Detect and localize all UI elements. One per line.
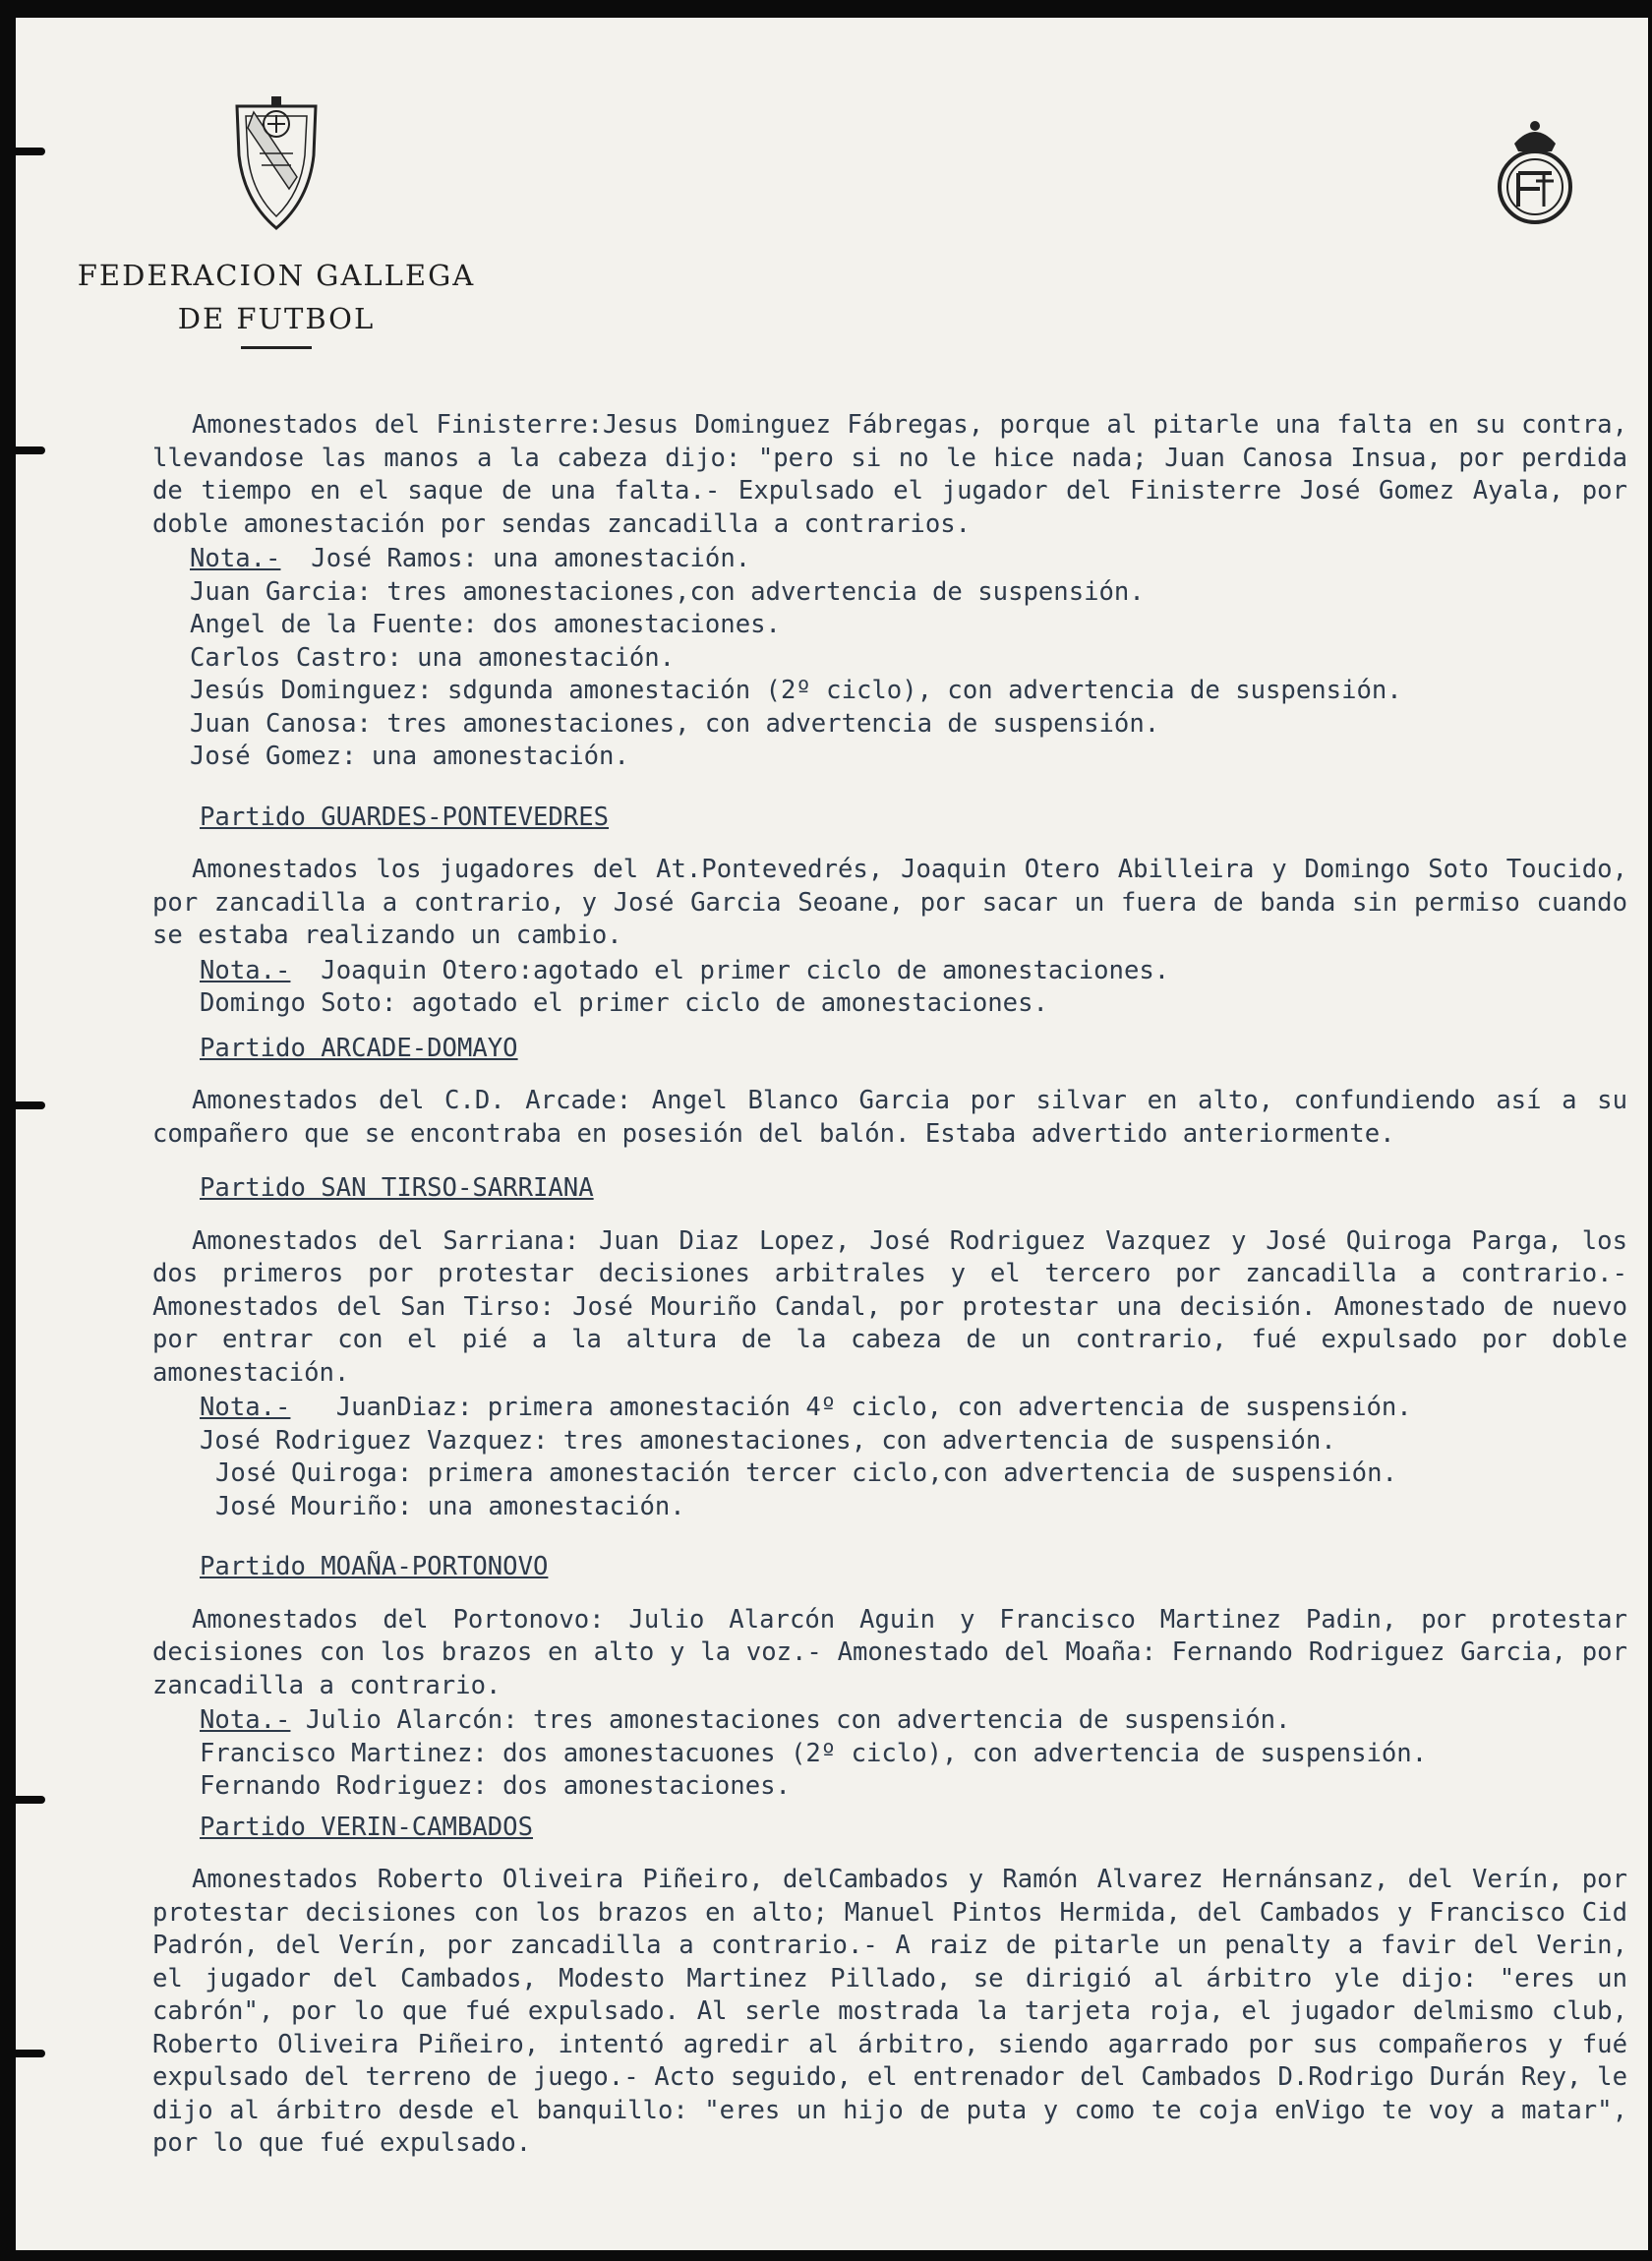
galician-federation-shield-icon	[232, 94, 321, 232]
note-line: Jesús Dominguez: sdgunda amonestación (2º ciclo), con advertencia de suspensión.	[190, 676, 1402, 705]
note-text: Julio Alarcón: tres amonestaciones con advertencia de suspensión.	[305, 1705, 1291, 1735]
note-line: Francisco Martinez: dos amonestacuones (2º ciclo), con advertencia de suspensión.	[200, 1738, 1428, 1768]
intro-paragraph: Amonestados del Finisterre:Jesus Dominguez Fábregas, porque al pitarle una falta en su contra, llevandose las manos a la cabeza dijo: "pero si no le hice nada; Juan Canosa Insua, por perdida de tiempo en el saque de una falta.- Expulsado el jugador del Finisterre José Gomez Ayala, por doble amonestación por sendas zancadilla a contrarios.	[152, 410, 1627, 539]
note-text: JuanDiaz: primera amonestación 4º ciclo, con advertencia de suspensión.	[335, 1393, 1412, 1422]
binder-hole	[16, 1796, 45, 1804]
binder-hole	[16, 1101, 45, 1109]
federation-name-line2: DE FUTBOL	[177, 302, 376, 335]
letterhead	[70, 94, 483, 349]
note-line: José Gomez: una amonestación.	[190, 742, 629, 771]
match-notes	[200, 1392, 1627, 1523]
note-line	[190, 543, 1627, 576]
match-section	[152, 1523, 1627, 1804]
match-paragraph: Amonestados del Sarriana: Juan Diaz Lopez, José Rodriguez Vazquez y José Quiroga Parga, los dos primeros por protestar decisiones arbitrales y el tercero por zancadilla a contrario.- Amonestados del San Tirso: José Mouriño Candal, por protestar una decisión. Amonestado de nuevo por entrar con el pié a la altura de la cabeza de un contrario, fué expulsado por doble amonestación.	[152, 1225, 1627, 1388]
binder-hole	[16, 2050, 45, 2057]
binder-hole	[16, 148, 45, 155]
note-line: José Quiroga: primera amonestación tercer ciclo,con advertencia de suspensión.	[215, 1458, 1397, 1488]
match-heading: Partido ARCADE-DOMAYO	[200, 1033, 518, 1063]
note-line: José Rodriguez Vazquez: tres amonestaciones, con advertencia de suspensión.	[200, 1425, 1336, 1456]
document-body	[152, 409, 1627, 2161]
note-line	[200, 955, 1627, 988]
match-heading: Partido SAN TIRSO-SARRIANA	[200, 1173, 594, 1203]
letterhead-rule	[241, 346, 312, 349]
note-line: Domingo Soto: agotado el primer ciclo de amonestaciones.	[200, 988, 1048, 1018]
match-section	[152, 1804, 1627, 2161]
rfef-crown-emblem-icon	[1493, 116, 1577, 226]
match-section	[152, 774, 1627, 1021]
match-heading: Partido MOAÑA-PORTONOVO	[200, 1552, 549, 1581]
note-line	[200, 1704, 1627, 1738]
document-page	[16, 18, 1648, 2250]
match-section	[152, 1151, 1627, 1523]
note-label: Nota.-	[200, 955, 291, 985]
note-label: Nota.-	[200, 1393, 291, 1422]
binder-hole	[16, 446, 45, 454]
match-paragraph: Amonestados del Portonovo: Julio Alarcón Aguin y Francisco Martinez Padin, por protestar decisiones con los brazos en alto y la voz.- Amonestado del Moaña: Fernando Rodriguez Garcia, por zancadilla a contrario.	[152, 1604, 1627, 1700]
match-heading: Partido GUARDES-PONTEVEDRES	[200, 802, 610, 832]
note-line: José Mouriño: una amonestación.	[215, 1491, 685, 1521]
note-line	[200, 1392, 1627, 1425]
intro-section	[152, 409, 1627, 774]
note-line: Carlos Castro: una amonestación.	[190, 642, 676, 673]
match-paragraph: Amonestados los jugadores del At.Pontevedrés, Joaquin Otero Abilleira y Domingo Soto Toucido, por zancadilla a contrario, y José Garcia Seoane, por sacar un fuera de banda sin permiso cuando se estaba realizando un cambio.	[152, 855, 1627, 950]
match-section	[152, 1021, 1627, 1152]
match-notes	[200, 955, 1627, 1021]
note-line: Fernando Rodriguez: dos amonestaciones.	[200, 1771, 791, 1801]
match-paragraph: Amonestados Roberto Oliveira Piñeiro, delCambados y Ramón Alvarez Hernánsanz, del Verín, por protestar decisiones con los brazos en alto; Manuel Pintos Hermida, del Cambados y Francisco Cid Padrón, del Verín, por zancadilla a contrario.- A raiz de pitarle un penalty a favir del Verin, el jugador del Cambados, Modesto Martinez Pillado, se dirigió al árbitro yle dijo: "eres un cabrón", por lo que fué expulsado. Al serle mostrada la tarjeta roja, el jugador delmismo club, Roberto Oliveira Piñeiro, intentó agredir al árbitro, siendo agarrado por sus compañeros y fué expulsado del terreno de juego.- Acto seguido, el entrenador del Cambados D.Rodrigo Durán Rey, le dijo al árbitro desde el banquillo: "eres un hijo de puta y como te coja enVigo te voy a matar", por lo que fué expulsado.	[152, 1865, 1627, 2158]
intro-notes	[190, 543, 1627, 774]
note-label: Nota.-	[200, 1705, 291, 1735]
note-label: Nota.-	[190, 544, 281, 573]
match-heading: Partido VERIN-CAMBADOS	[200, 1812, 533, 1842]
federation-name-line1: FEDERACION GALLEGA	[77, 259, 476, 292]
match-notes	[200, 1704, 1627, 1804]
note-line: Angel de la Fuente: dos amonestaciones.	[190, 610, 781, 639]
note-text: Joaquin Otero:agotado el primer ciclo de amonestaciones.	[321, 955, 1170, 985]
note-line: Juan Garcia: tres amonestaciones,con advertencia de suspensión.	[190, 576, 1145, 607]
match-paragraph: Amonestados del C.D. Arcade: Angel Blanco Garcia por silvar en alto, confundiendo así a su compañero que se encontraba en posesión del balón. Estaba advertido anteriormente.	[152, 1086, 1627, 1149]
note-text: José Ramos: una amonestación.	[311, 544, 751, 573]
note-line: Juan Canosa: tres amonestaciones, con advertencia de suspensión.	[190, 708, 1160, 739]
